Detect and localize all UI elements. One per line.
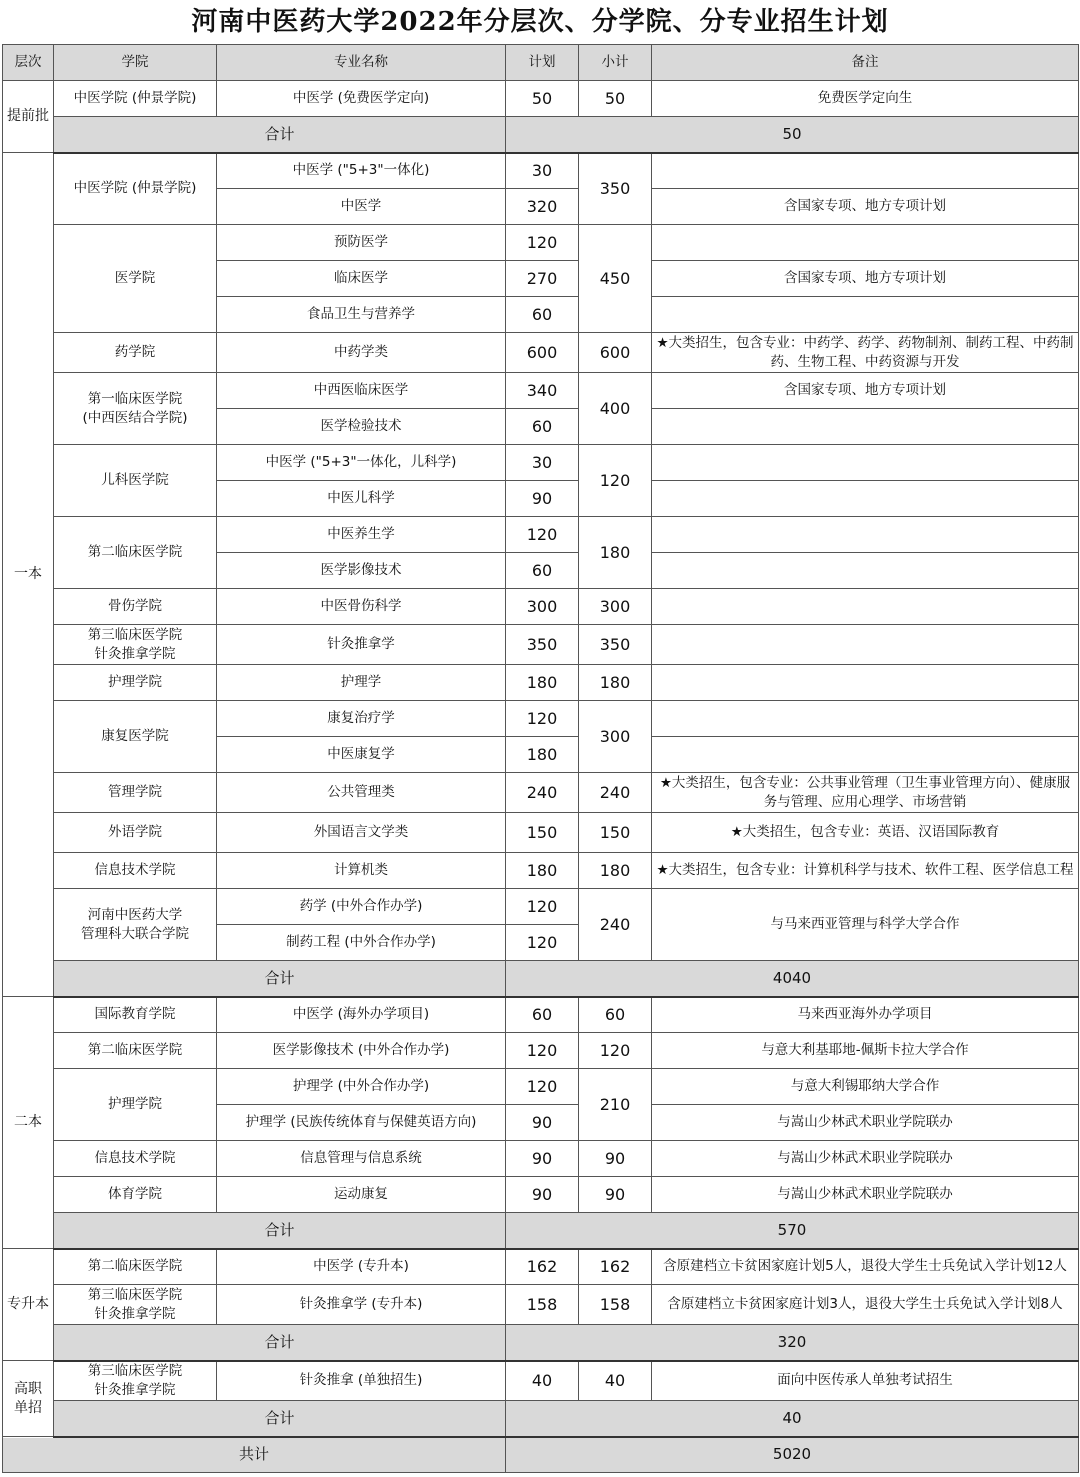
major-cell: 针灸推拿学 [217,625,506,665]
note-cell [652,701,1079,737]
table-row [3,1177,1079,1213]
note-cell: 含国家专项、地方专项计划 [652,373,1079,409]
level-cell: 二本 [3,997,54,1249]
major-cell: 护理学 [217,665,506,701]
college-cell: 护理学院 [54,665,217,701]
plan-cell: 150 [506,813,579,853]
plan-cell: 30 [506,153,579,189]
college-cell: 第二临床医学院 [54,1033,217,1069]
major-cell: 计算机类 [217,853,506,889]
subtotal-cell: 120 [579,445,652,517]
note-cell: 含国家专项、地方专项计划 [652,189,1079,225]
major-cell: 中医康复学 [217,737,506,773]
note-cell [652,517,1079,553]
note-cell: ★大类招生，包含专业：中药学、药学、药物制剂、制药工程、中药制药、生物工程、中药资源与开发 [652,333,1079,373]
major-cell: 医学检验技术 [217,409,506,445]
college-cell: 信息技术学院 [54,1141,217,1177]
plan-cell: 270 [506,261,579,297]
college-cell: 儿科医学院 [54,445,217,517]
note-cell [652,553,1079,589]
total-value: 570 [506,1213,1079,1249]
major-cell: 针灸推拿 (单独招生) [217,1361,506,1401]
plan-cell: 120 [506,225,579,261]
college-cell: 第二临床医学院 [54,517,217,589]
subtotal-cell: 158 [579,1285,652,1325]
header-level: 层次 [3,45,54,81]
subtotal-cell: 300 [579,701,652,773]
plan-cell: 90 [506,1105,579,1141]
major-cell: 信息管理与信息系统 [217,1141,506,1177]
college-cell: 第三临床医学院 针灸推拿学院 [54,1285,217,1325]
table-header-row [3,45,1079,81]
table-row [3,1361,1079,1401]
major-cell: 医学影像技术 (中外合作办学) [217,1033,506,1069]
college-cell: 中医学院 (仲景学院) [54,153,217,225]
note-cell: 与意大利基耶地-佩斯卡拉大学合作 [652,1033,1079,1069]
plan-cell: 350 [506,625,579,665]
note-cell [652,665,1079,701]
subtotal-cell: 300 [579,589,652,625]
major-cell: 护理学 (中外合作办学) [217,1069,506,1105]
subtotal-cell: 90 [579,1141,652,1177]
college-cell: 河南中医药大学 管理科大联合学院 [54,889,217,961]
subtotal-cell: 90 [579,1177,652,1213]
note-cell [652,297,1079,333]
level-cell: 高职 单招 [3,1361,54,1437]
subtotal-cell: 180 [579,517,652,589]
grand-total-value: 5020 [506,1437,1079,1473]
level-cell: 一本 [3,153,54,997]
major-cell: 中医骨伤科学 [217,589,506,625]
note-cell [652,153,1079,189]
plan-cell: 60 [506,297,579,333]
table-row [3,373,1079,409]
table-row [3,1141,1079,1177]
table-row [3,773,1079,813]
plan-cell: 40 [506,1361,579,1401]
section-total-row [3,961,1079,997]
plan-cell: 90 [506,1177,579,1213]
header-subtotal: 小计 [579,45,652,81]
major-cell: 外国语言文学类 [217,813,506,853]
note-cell: 面向中医传承人单独考试招生 [652,1361,1079,1401]
table-row [3,997,1079,1033]
total-label: 合计 [54,1213,506,1249]
plan-cell: 60 [506,553,579,589]
note-cell: ★大类招生，包含专业：计算机科学与技术、软件工程、医学信息工程 [652,853,1079,889]
total-value: 50 [506,117,1079,153]
subtotal-cell: 50 [579,81,652,117]
major-cell: 中医学 ("5+3"一体化，儿科学) [217,445,506,481]
college-cell: 管理学院 [54,773,217,813]
college-cell: 国际教育学院 [54,997,217,1033]
table-row [3,889,1079,925]
major-cell: 运动康复 [217,1177,506,1213]
college-cell: 第一临床医学院 (中西医结合学院) [54,373,217,445]
major-cell: 制药工程 (中外合作办学) [217,925,506,961]
subtotal-cell: 350 [579,153,652,225]
level-cell: 专升本 [3,1249,54,1361]
subtotal-cell: 162 [579,1249,652,1285]
table-row [3,1069,1079,1105]
college-cell: 护理学院 [54,1069,217,1141]
note-cell: ★大类招生，包含专业：英语、汉语国际教育 [652,813,1079,853]
college-cell: 医学院 [54,225,217,333]
total-value: 40 [506,1401,1079,1437]
note-cell: 与嵩山少林武术职业学院联办 [652,1177,1079,1213]
note-cell: 马来西亚海外办学项目 [652,997,1079,1033]
table-row [3,589,1079,625]
subtotal-cell: 450 [579,225,652,333]
plan-cell: 120 [506,517,579,553]
note-cell [652,625,1079,665]
plan-cell: 158 [506,1285,579,1325]
major-cell: 中医养生学 [217,517,506,553]
subtotal-cell: 240 [579,773,652,813]
note-cell [652,445,1079,481]
subtotal-cell: 180 [579,853,652,889]
note-cell: ★大类招生，包含专业：公共事业管理（卫生事业管理方向）、健康服务与管理、应用心理学、市场营销 [652,773,1079,813]
level-cell: 提前批 [3,81,54,153]
section-total-row [3,1401,1079,1437]
plan-cell: 120 [506,925,579,961]
college-cell: 中医学院 (仲景学院) [54,81,217,117]
note-cell [652,737,1079,773]
subtotal-cell: 600 [579,333,652,373]
major-cell: 预防医学 [217,225,506,261]
plan-cell: 50 [506,81,579,117]
major-cell: 医学影像技术 [217,553,506,589]
note-cell: 与嵩山少林武术职业学院联办 [652,1141,1079,1177]
note-cell [652,589,1079,625]
subtotal-cell: 120 [579,1033,652,1069]
page-title: 河南中医药大学2022年分层次、分学院、分专业招生计划 [191,7,889,37]
subtotal-cell: 400 [579,373,652,445]
major-cell: 中医学 [217,189,506,225]
plan-cell: 90 [506,481,579,517]
note-cell: 免费医学定向生 [652,81,1079,117]
note-cell: 含国家专项、地方专项计划 [652,261,1079,297]
grand-total-row [3,1437,1079,1473]
total-label: 合计 [54,117,506,153]
plan-cell: 120 [506,701,579,737]
college-cell: 信息技术学院 [54,853,217,889]
table-row [3,333,1079,373]
major-cell: 中医学 (专升本) [217,1249,506,1285]
major-cell: 中药学类 [217,333,506,373]
plan-cell: 180 [506,737,579,773]
college-cell: 第二临床医学院 [54,1249,217,1285]
plan-cell: 120 [506,889,579,925]
table-row [3,665,1079,701]
major-cell: 中西医临床医学 [217,373,506,409]
note-cell: 与马来西亚管理与科学大学合作 [652,889,1079,961]
major-cell: 护理学 (民族传统体育与保健英语方向) [217,1105,506,1141]
major-cell: 药学 (中外合作办学) [217,889,506,925]
table-row [3,517,1079,553]
plan-cell: 180 [506,665,579,701]
plan-cell: 180 [506,853,579,889]
total-label: 合计 [54,1401,506,1437]
section-total-row [3,1213,1079,1249]
note-cell [652,481,1079,517]
college-cell: 第三临床医学院 针灸推拿学院 [54,1361,217,1401]
plan-cell: 240 [506,773,579,813]
college-cell: 骨伤学院 [54,589,217,625]
plan-cell: 320 [506,189,579,225]
table-row [3,445,1079,481]
plan-cell: 30 [506,445,579,481]
major-cell: 中医学 (免费医学定向) [217,81,506,117]
section-total-row [3,1325,1079,1361]
table-row [3,813,1079,853]
major-cell: 临床医学 [217,261,506,297]
note-cell: 含原建档立卡贫困家庭计划5人，退役大学生士兵免试入学计划12人 [652,1249,1079,1285]
total-label: 合计 [54,961,506,997]
note-cell: 与意大利锡耶纳大学合作 [652,1069,1079,1105]
note-cell [652,225,1079,261]
total-value: 4040 [506,961,1079,997]
plan-cell: 162 [506,1249,579,1285]
table-row [3,1033,1079,1069]
major-cell: 中医儿科学 [217,481,506,517]
subtotal-cell: 150 [579,813,652,853]
table-row [3,853,1079,889]
header-plan: 计划 [506,45,579,81]
major-cell: 康复治疗学 [217,701,506,737]
table-row [3,225,1079,261]
plan-cell: 120 [506,1033,579,1069]
plan-cell: 340 [506,373,579,409]
plan-cell: 120 [506,1069,579,1105]
subtotal-cell: 240 [579,889,652,961]
college-cell: 药学院 [54,333,217,373]
total-label: 合计 [54,1325,506,1361]
plan-cell: 60 [506,997,579,1033]
note-cell [652,409,1079,445]
subtotal-cell: 210 [579,1069,652,1141]
subtotal-cell: 40 [579,1361,652,1401]
note-cell: 与嵩山少林武术职业学院联办 [652,1105,1079,1141]
table-row [3,625,1079,665]
table-row [3,153,1079,189]
table-row [3,701,1079,737]
section-total-row [3,117,1079,153]
header-note: 备注 [652,45,1079,81]
college-cell: 康复医学院 [54,701,217,773]
header-college: 学院 [54,45,217,81]
subtotal-cell: 350 [579,625,652,665]
table-row [3,1285,1079,1325]
table-row [3,1249,1079,1285]
plan-cell: 60 [506,409,579,445]
college-cell: 体育学院 [54,1177,217,1213]
major-cell: 食品卫生与营养学 [217,297,506,333]
note-cell: 含原建档立卡贫困家庭计划3人，退役大学生士兵免试入学计划8人 [652,1285,1079,1325]
college-cell: 第三临床医学院 针灸推拿学院 [54,625,217,665]
plan-cell: 300 [506,589,579,625]
plan-cell: 600 [506,333,579,373]
major-cell: 中医学 ("5+3"一体化) [217,153,506,189]
college-cell: 外语学院 [54,813,217,853]
subtotal-cell: 60 [579,997,652,1033]
major-cell: 针灸推拿学 (专升本) [217,1285,506,1325]
table-row [3,81,1079,117]
total-value: 320 [506,1325,1079,1361]
major-cell: 中医学 (海外办学项目) [217,997,506,1033]
major-cell: 公共管理类 [217,773,506,813]
plan-cell: 90 [506,1141,579,1177]
grand-total-label: 共计 [3,1437,506,1473]
enrollment-plan-table [2,44,1079,1473]
subtotal-cell: 180 [579,665,652,701]
header-major: 专业名称 [217,45,506,81]
